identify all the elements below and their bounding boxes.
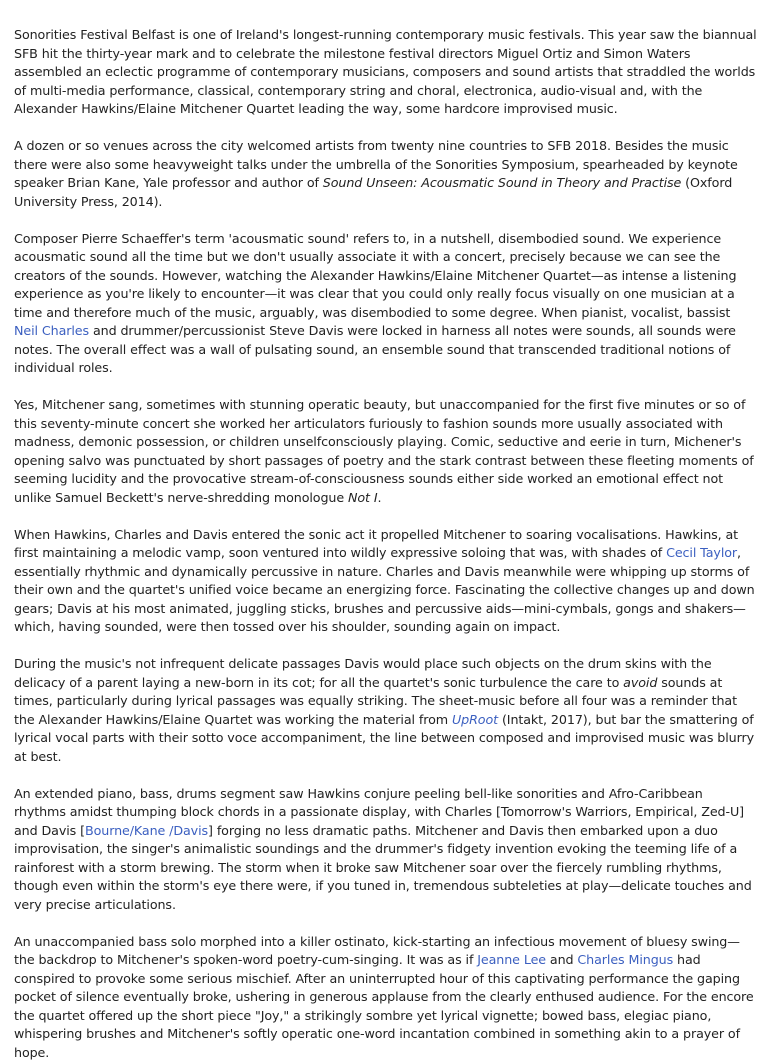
paragraph-2	[14, 137, 758, 211]
article-body	[14, 26, 758, 1062]
paragraph-4	[14, 396, 758, 507]
text-segment: Sonorities Festival Belfast is one of Ireland's longest-running contemporary music festivals. This year saw the biannual SFB hit the thirty-year mark and to celebrate the milestone festival directors Miguel Ortiz and Simon Waters assembled an eclectic programme of contemporary musicians, composers and sound artists that straddled the worlds of multi-media performance, classical, contemporary string and choral, electronica, audio-visual and, with the Alexander Hawkins/Elaine Mitchener Quartet leading the way, some hardcore improvised music.	[14, 27, 757, 116]
text-segment: A dozen or so venues across the city welcomed artists from twenty nine countries to SFB 2018. Besides the music there were also some heavyweight talks under the umbrella of the Sonorities Symposium, spearheaded by keynote speaker Brian Kane, Yale professor and author of	[14, 138, 738, 190]
text-segment: and	[546, 952, 577, 967]
paragraph-7	[14, 785, 758, 915]
text-segment: An unaccompanied bass solo morphed into a killer ostinato, kick-starting an infectious movement of bluesy swing—the backdrop to Mitchener's spoken-word poetry-cum-singing. It was as if	[14, 934, 740, 968]
bourne-kane-davis-link[interactable]: Bourne/Kane /Davis	[85, 823, 208, 838]
text-segment: ] forging no less dramatic paths. Mitchener and Davis then embarked upon a duo improvisation, the singer's animalistic soundings and the drummer's fidgety invention evoking the teeming life of a rainforest with a storm brewing. The storm when it broke saw Mitchener soar over the fiercely rumbling rhythms, though even within the storm's eye there were, if you tuned in, tremendous subteleties at play—delicate touches and very precise articulations.	[14, 823, 752, 912]
text-segment: When Hawkins, Charles and Davis entered the sonic act it propelled Mitchener to soaring vocalisations. Hawkins, at first maintaining a melodic vamp, soon ventured into wildly expressive soloing that was, with shades of	[14, 527, 738, 561]
text-segment: , essentially rhythmic and dynamically percussive in nature. Charles and Davis meanwhile were whipping up storms of their own and the quartet's unified voice became an energizing force. Fascinating the collective changes up and down gears; Davis at his most animated, juggling sticks, brushes and percussive aids—mini-cymbals, gongs and shakers—which, having sounded, were then tossed over his shoulder, sounding again on impact.	[14, 545, 755, 634]
charles-mingus-link[interactable]: Charles Mingus	[577, 952, 673, 967]
emphasis: avoid	[623, 675, 657, 690]
text-segment: During the music's not infrequent delicate passages Davis would place such objects on the drum skins with the delicacy of a parent laying a new-born in its cot; for all the quartet's sonic turbulence the care to	[14, 656, 712, 690]
text-segment: (Intakt, 2017), but bar the smattering of lyrical vocal parts with their sotto voce accompaniment, the line between composed and improvised music was blurry at best.	[14, 712, 754, 764]
paragraph-1	[14, 26, 758, 119]
neil-charles-link[interactable]: Neil Charles	[14, 323, 89, 338]
text-segment: .	[378, 490, 382, 505]
book-title: Sound Unseen: Acousmatic Sound in Theory and Practise	[323, 175, 681, 190]
text-segment: (Oxford University Press, 2014).	[14, 175, 732, 209]
text-segment: Composer Pierre Schaeffer's term 'acousmatic sound' refers to, in a nutshell, disembodied sound. We experience acousmatic sound all the time but we don't usually associate it with a concert, precisely because we can see the creators of the sounds. However, watching the Alexander Hawkins/Elaine Mitchener Quartet—as intense a listening experience as you're likely to encounter—it was clear that you could only really focus visually on one musician at a time and therefore much of the music, arguably, was disembodied to some degree. When pianist, vocalist, bassist	[14, 231, 736, 320]
text-segment: sounds at times, particularly during lyrical passages was equally striking. The sheet-music before all four was a reminder that the Alexander Hawkins/Elaine Quartet was working the material from	[14, 675, 737, 727]
play-title: Not I	[348, 490, 378, 505]
uproot-album-link[interactable]	[452, 712, 498, 727]
paragraph-8	[14, 933, 758, 1062]
jeanne-lee-link[interactable]: Jeanne Lee	[477, 952, 546, 967]
text-segment: An extended piano, bass, drums segment saw Hawkins conjure peeling bell-like sonorities and Afro-Caribbean rhythms amidst thumping block chords in a passionate display, with Charles [Tomorrow's Warriors, Empirical, Zed-U] and Davis [	[14, 786, 744, 838]
text-segment: and drummer/percussionist Steve Davis were locked in harness all notes were sounds, all sounds were notes. The overall effect was a wall of pulsating sound, an ensemble sound that transcended traditional notions of individual roles.	[14, 323, 736, 375]
album-title: UpRoot	[452, 712, 498, 727]
paragraph-6	[14, 655, 758, 766]
text-segment: had conspired to provoke some serious mischief. After an uninterrupted hour of this captivating performance the gaping pocket of silence eventually broke, ushering in generous applause from the clearly enthused audience. For the encore the quartet offered up the short piece "Joy," a strikingly sombre yet lyrical vignette; bowed bass, elegiac piano, whispering brushes and Mitchener's softly operatic one-word incantation combined in something akin to a prayer of hope.	[14, 952, 754, 1060]
paragraph-5	[14, 526, 758, 637]
text-segment: Yes, Mitchener sang, sometimes with stunning operatic beauty, but unaccompanied for the first five minutes or so of this seventy-minute concert she worked her articulators furiously to fashion sounds more usually associated with madness, demonic possession, or children unselfconsciously playing. Comic, seductive and eerie in turn, Michener's opening salvo was punctuated by short passages of poetry and the stark contrast between these fleeting moments of seeming lucidity and the provocative stream-of-consciousness sounds either side worked an emotional effect not unlike Samuel Beckett's nerve-shredding monologue	[14, 397, 754, 505]
paragraph-3	[14, 230, 758, 378]
cecil-taylor-link[interactable]: Cecil Taylor	[666, 545, 737, 560]
